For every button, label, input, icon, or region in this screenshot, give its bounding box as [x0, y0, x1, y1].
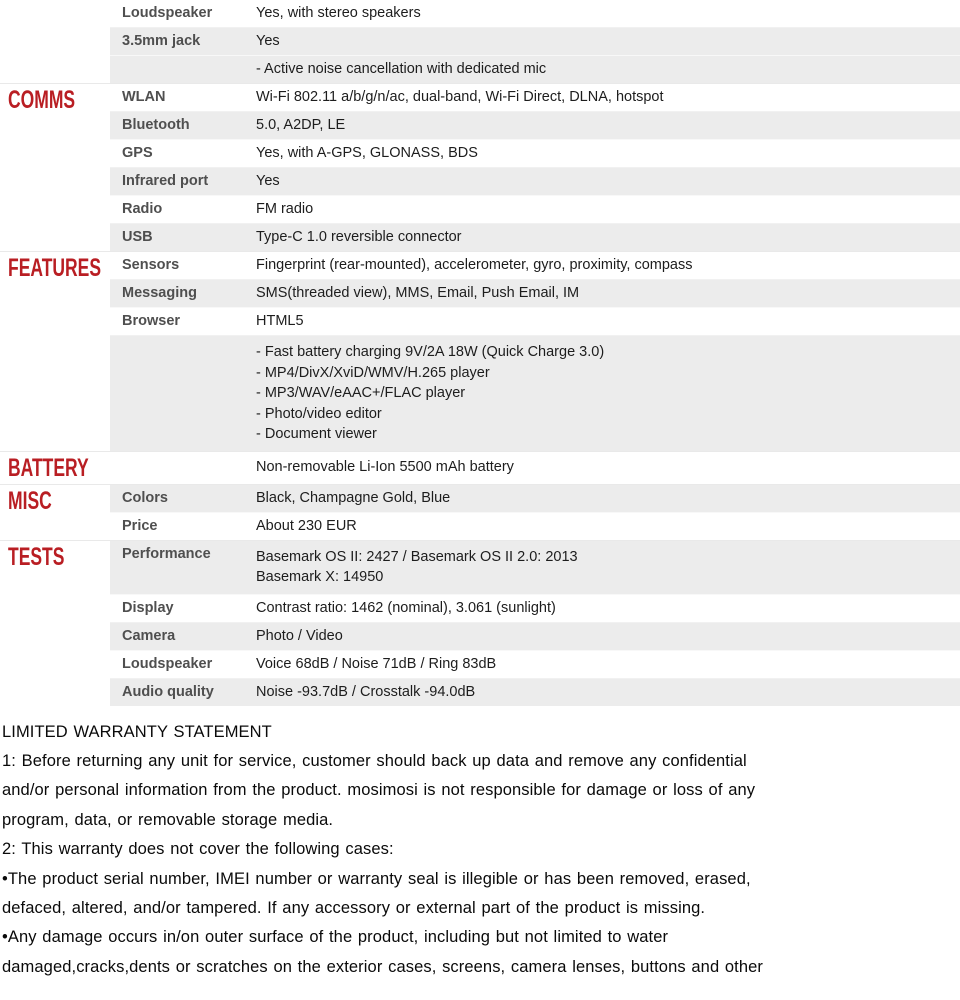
spec-value-list	[256, 336, 960, 451]
spec-value: Wi-Fi 802.11 a/b/g/n/ac, dual-band, Wi-Fi Direct, DLNA, hotspot	[256, 89, 664, 105]
spec-label	[110, 56, 256, 83]
section-battery	[0, 451, 960, 484]
spec-label: Display	[122, 599, 174, 616]
spec-row-features-list	[110, 336, 960, 451]
spec-row-browser	[110, 308, 960, 336]
spec-row-loudspeaker-test	[110, 651, 960, 679]
spec-value: 5.0, A2DP, LE	[256, 117, 346, 133]
spec-value: Noise -93.7dB / Crosstalk -94.0dB	[256, 683, 476, 700]
spec-label: Camera	[122, 627, 176, 644]
performance-line: Basemark X: 14950	[256, 569, 384, 585]
warranty-title: LIMITED WARRANTY STATEMENT	[2, 722, 272, 741]
feature-line: - Document viewer	[256, 426, 377, 442]
spec-row-infrared	[110, 168, 960, 196]
spec-value-list	[256, 541, 960, 594]
spec-row-gps	[110, 140, 960, 168]
spec-value: Contrast ratio: 1462 (nominal), 3.061 (sunlight)	[256, 599, 556, 616]
warranty-line: program, data, or removable storage media.	[2, 810, 334, 829]
spec-label: Price	[122, 517, 158, 534]
section-misc	[0, 484, 960, 540]
spec-row-radio	[110, 196, 960, 224]
spec-value: FM radio	[256, 201, 314, 217]
spec-row-loudspeaker	[110, 0, 960, 28]
spec-label: USB	[122, 229, 153, 245]
spec-label	[110, 336, 256, 451]
spec-value: Black, Champagne Gold, Blue	[256, 489, 451, 506]
spec-label: WLAN	[122, 89, 166, 105]
spec-value: Fingerprint (rear-mounted), accelerometer, gyro, proximity, compass	[256, 257, 693, 273]
section-features	[0, 251, 960, 451]
spec-row-colors	[110, 485, 960, 513]
spec-value: - Active noise cancellation with dedicated mic	[256, 61, 547, 77]
spec-row-camera-test	[110, 623, 960, 651]
spec-row-audio-quality-test	[110, 679, 960, 706]
feature-line: - MP3/WAV/eAAC+/FLAC player	[256, 385, 466, 401]
section-header-battery: BATTERY	[8, 453, 89, 482]
warranty-line: and/or personal information from the product. mosimosi is not responsible for damage or loss of any	[2, 781, 756, 800]
spec-label: Messaging	[122, 285, 197, 301]
warranty-line: defaced, altered, and/or tampered. If any accessory or external part of the product is missing.	[2, 898, 706, 917]
spec-label: Performance	[122, 545, 211, 562]
spec-label: Sensors	[122, 257, 180, 273]
spec-label: Bluetooth	[122, 117, 190, 133]
feature-line: - Fast battery charging 9V/2A 18W (Quick Charge 3.0)	[256, 344, 605, 360]
spec-row-price	[110, 513, 960, 540]
section-header-tests: TESTS	[8, 542, 65, 571]
spec-label: Infrared port	[122, 173, 209, 189]
spec-value: Voice 68dB / Noise 71dB / Ring 83dB	[256, 655, 497, 672]
spec-row-wlan	[110, 84, 960, 112]
feature-line: - MP4/DivX/XviD/WMV/H.265 player	[256, 364, 490, 381]
spec-label: Radio	[122, 201, 163, 217]
spec-value: Yes	[256, 33, 280, 49]
warranty-line: 1: Before returning any unit for service, customer should back up data and remove any confidential	[2, 751, 747, 770]
spec-value: SMS(threaded view), MMS, Email, Push Email, IM	[256, 285, 580, 301]
spec-value: About 230 EUR	[256, 517, 357, 534]
spec-row-sensors	[110, 252, 960, 280]
spec-value: Photo / Video	[256, 627, 343, 644]
spec-value: Yes, with stereo speakers	[256, 5, 421, 21]
spec-row-35mm-jack	[110, 28, 960, 56]
spec-value: HTML5	[256, 313, 304, 329]
spec-label: Loudspeaker	[122, 5, 213, 21]
spec-label: Audio quality	[122, 683, 214, 700]
spec-row-sound-note	[110, 56, 960, 83]
spec-value: Yes, with A-GPS, GLONASS, BDS	[256, 145, 478, 161]
section-header-misc: MISC	[8, 486, 52, 515]
spec-value: Type-C 1.0 reversible connector	[256, 229, 462, 245]
warranty-line: 2: This warranty does not cover the following cases:	[2, 840, 394, 859]
section-sound	[0, 0, 960, 83]
spec-value: Yes	[256, 173, 280, 189]
warranty-line: damaged,cracks,dents or scratches on the exterior cases, screens, camera lenses, buttons and other	[2, 957, 764, 976]
section-comms	[0, 83, 960, 251]
warranty-statement	[0, 718, 960, 983]
performance-line: Basemark OS II: 2427 / Basemark OS II 2.0: 2013	[256, 548, 578, 565]
section-header-features: FEATURES	[8, 254, 102, 282]
spec-label: GPS	[122, 145, 153, 161]
section-header-comms: COMMS	[8, 86, 76, 114]
spec-label: Loudspeaker	[122, 655, 213, 672]
spec-label	[110, 464, 256, 472]
spec-row-performance	[110, 541, 960, 595]
spec-label: Browser	[122, 313, 181, 329]
warranty-line: •The product serial number, IMEI number or warranty seal is illegible or has been removed, erased,	[2, 869, 751, 888]
spec-row-messaging	[110, 280, 960, 308]
feature-line: - Photo/video editor	[256, 405, 382, 422]
spec-row-usb	[110, 224, 960, 251]
spec-row-bluetooth	[110, 112, 960, 140]
section-tests	[0, 540, 960, 706]
warranty-line: •Any damage occurs in/on outer surface of the product, including but not limited to water	[2, 928, 669, 947]
spec-row-display-test	[110, 595, 960, 623]
spec-value: Non-removable Li-Ion 5500 mAh battery	[256, 459, 514, 475]
spec-row-battery	[110, 452, 960, 484]
spec-label: Colors	[122, 489, 168, 506]
spec-label: 3.5mm jack	[122, 33, 201, 49]
